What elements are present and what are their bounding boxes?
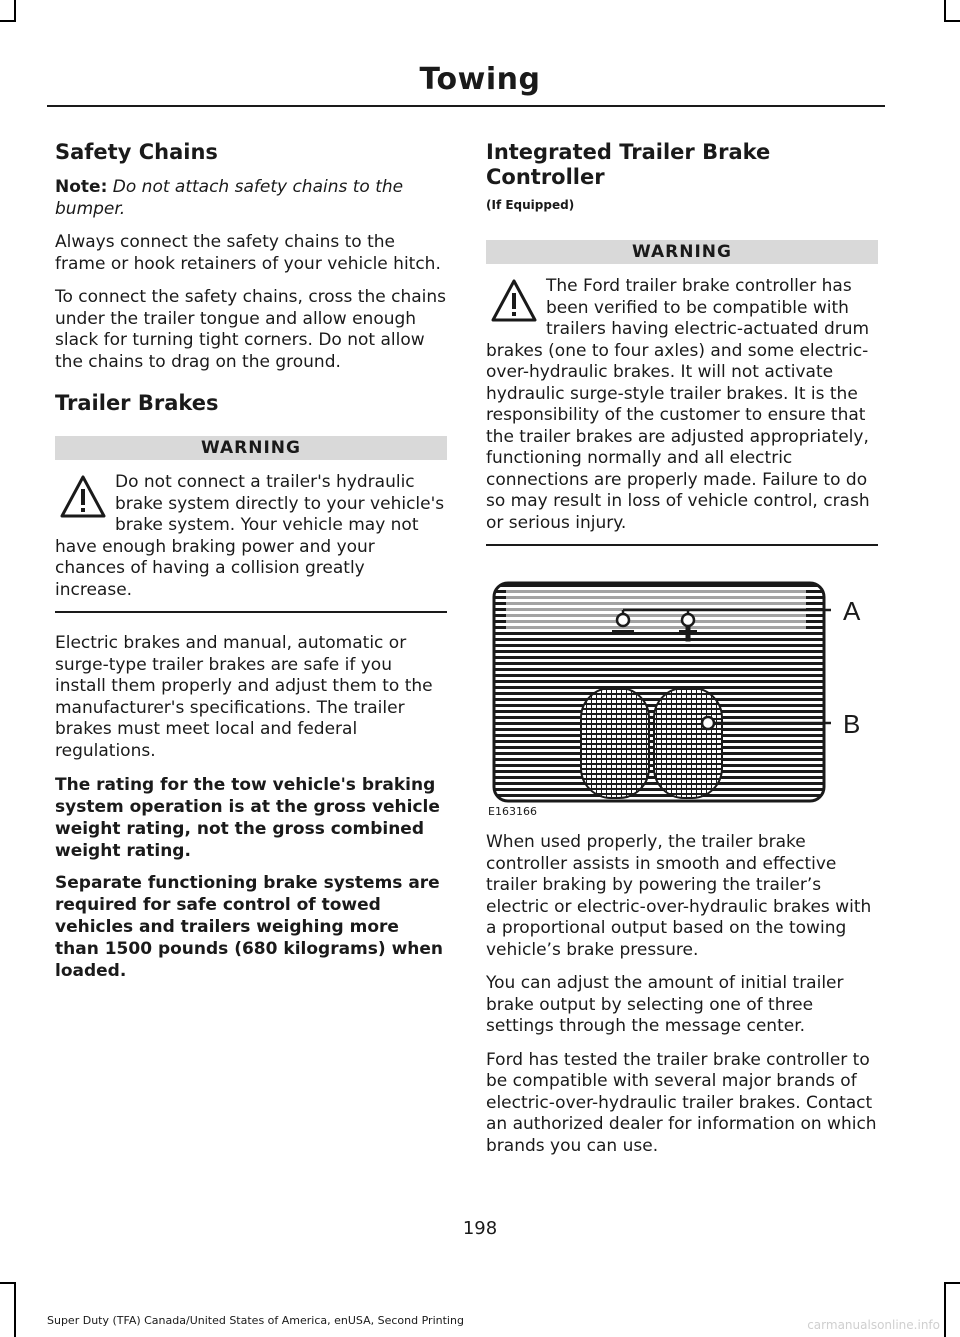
warning-triangle-icon (59, 474, 107, 520)
figure-code: E163166 (488, 805, 537, 819)
warning-banner: WARNING (486, 240, 878, 264)
brake-controller-illustration (486, 578, 878, 818)
note-label: Note: (55, 177, 108, 198)
crop-mark (14, 1282, 16, 1337)
page-title: Towing (419, 62, 541, 97)
trailer-brakes-heading: Trailer Brakes (55, 391, 219, 416)
crop-mark (944, 1282, 960, 1284)
brake-controller-paragraph-3: Ford has tested the trailer brake controller to be compatible with several major brands of electric-over-hydraulic trailer brakes. Contact an authorized dealer for information on which brands you can use. (486, 1049, 877, 1156)
callout-a-label: A (843, 596, 861, 627)
crop-mark (14, 0, 16, 22)
note-text: Do not attach safety chains to the bumper. (55, 177, 404, 219)
crop-mark (944, 20, 960, 22)
warning-text: The Ford trailer brake controller has been verified to be compatible with trailers having electric-actuated drum brakes (one to four axles) and some electric-over-hydraulic brakes. It will not activate hydraulic surge-style trailer brakes. It is the responsibility of the customer to ensure that the trailer brakes are adjusted appropriately, functioning normally and all electric connections are properly made. Failure to do so may result in loss of vehicle control, crash or serious injury. (486, 276, 870, 533)
braking-rating-statement: The rating for the tow vehicle's braking system operation is at the gross vehicle weight rating, not the gross combined weight rating. (55, 775, 440, 862)
warning-banner: WARNING (55, 436, 447, 460)
brake-controller-paragraph-2: You can adjust the amount of initial trailer brake output by selecting one of three settings through the message center. (486, 973, 844, 1037)
brake-controller-figure (486, 578, 878, 818)
warning-triangle-icon (490, 278, 538, 324)
safety-chains-heading: Safety Chains (55, 140, 218, 164)
right-column (486, 140, 878, 1169)
brake-controller-paragraph-1: When used properly, the trailer brake controller assists in smooth and effective trailer braking by powering the trailer’s electric or electric-over-hydraulic brakes with a proportional output based on the towing vehicle’s brake pressure. (486, 832, 872, 960)
left-column (55, 140, 447, 992)
warning-box (486, 276, 878, 546)
safety-chains-note (55, 177, 447, 220)
crop-mark (0, 1282, 16, 1284)
page-number: 198 (462, 1218, 498, 1239)
brake-controller-heading: Integrated Trailer Brake Controller (486, 140, 771, 190)
header-rule (47, 105, 885, 107)
safety-chains-paragraph-2: To connect the safety chains, cross the chains under the trailer tongue and allow enough slack for turning tight corners. Do not allow the chains to drag on the ground. (55, 287, 446, 372)
crop-mark (944, 1282, 946, 1337)
trailer-brakes-paragraph-1: Electric brakes and manual, automatic or surge-type trailer brakes are safe if you install them properly and adjust them to the manufacturer's specifications. The trailer brakes must meet local and federal regulations. (55, 633, 433, 761)
callout-b-label: B (843, 709, 861, 740)
if-equipped-label: (If Equipped) (486, 198, 575, 213)
footer-text: Super Duty (TFA) Canada/United States of America, enUSA, Second Printing (47, 1314, 464, 1327)
crop-mark (0, 20, 16, 22)
watermark: carmanualsonline.info (807, 1318, 940, 1332)
warning-box (55, 472, 447, 613)
warning-text: Do not connect a trailer's hydraulic brake system directly to your vehicle's brake system. Your vehicle may not have enough braking power and your chances of having a collision greatly increase. (55, 472, 445, 600)
separate-brakes-statement: Separate functioning brake systems are required for safe control of towed vehicles and trailers weighing more than 1500 pounds (680 kilograms) when loaded. (55, 873, 444, 982)
safety-chains-paragraph-1: Always connect the safety chains to the frame or hook retainers of your vehicle hitch. (55, 232, 441, 274)
crop-mark (944, 0, 946, 22)
